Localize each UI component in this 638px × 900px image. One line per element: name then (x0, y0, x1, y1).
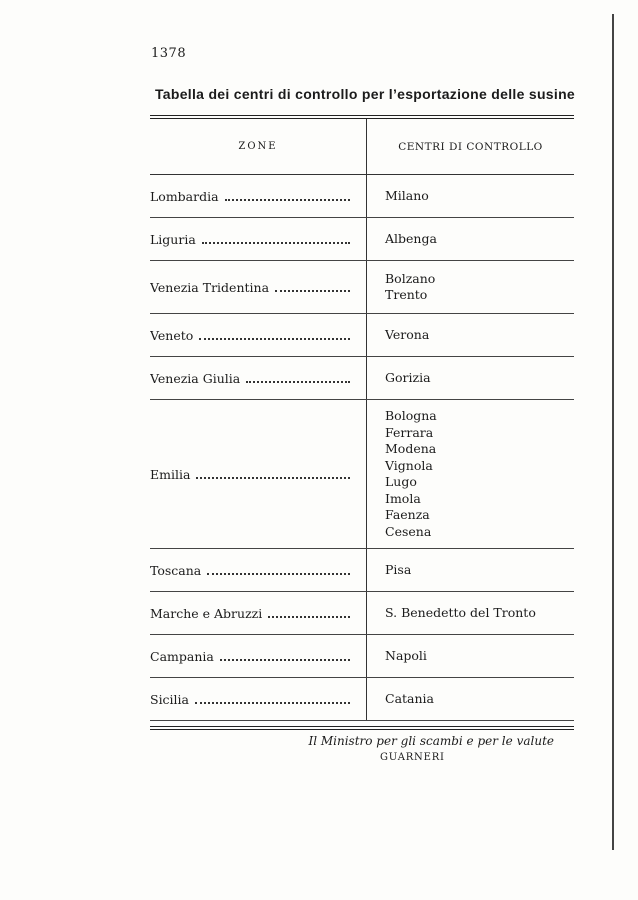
table-row (150, 175, 574, 218)
centers-cell (366, 357, 574, 399)
control-center: S. Benedetto del Tronto (385, 604, 536, 620)
zone-name: Venezia Tridentina (150, 279, 270, 295)
control-center: Bologna (385, 408, 437, 423)
dot-leader (220, 659, 350, 661)
table-row (150, 261, 574, 314)
control-center: Imola (385, 490, 421, 506)
zone-name: Emilia (150, 466, 191, 482)
zone-name: Marche e Abruzzi (150, 605, 263, 621)
control-center: Trento (385, 287, 428, 302)
centers-cell (366, 400, 574, 548)
table-row (150, 678, 574, 721)
centers-cell (366, 678, 574, 720)
dot-leader (275, 290, 350, 292)
zone-cell (150, 261, 358, 313)
zone-name: Venezia Giulia (150, 370, 241, 386)
zone-cell (150, 218, 358, 260)
zone-name: Veneto (150, 327, 194, 343)
control-center: Vignola (385, 457, 433, 473)
control-center: Gorizia (385, 369, 431, 385)
zone-name: Campania (150, 648, 214, 664)
centers-cell (366, 592, 574, 634)
page-title: Tabella dei centri di controllo per l’esportazione delle susine (154, 86, 576, 102)
dot-leader (202, 242, 350, 244)
page-edge-line (612, 14, 614, 850)
table-row (150, 357, 574, 400)
control-centers-table (150, 115, 574, 730)
centers-cell (366, 549, 574, 591)
control-center: Catania (385, 690, 434, 706)
control-center: Bolzano (385, 270, 436, 286)
control-center: Faenza (385, 507, 430, 522)
control-center: Albenga (385, 230, 437, 246)
table-row (150, 549, 574, 592)
dot-leader (207, 573, 350, 575)
zone-cell (150, 400, 358, 548)
centers-cell (366, 261, 574, 313)
zone-cell (150, 175, 358, 217)
signature-role: Il Ministro per gli scambi e per le valute (308, 734, 554, 748)
zone-cell (150, 549, 358, 591)
zone-name: Lombardia (150, 188, 219, 204)
dot-leader (195, 702, 350, 704)
table-body (150, 175, 574, 721)
control-center: Cesena (385, 523, 432, 539)
page-number: 1378 (151, 46, 187, 61)
table-header (150, 119, 574, 175)
control-center: Verona (385, 326, 430, 342)
control-center: Modena (385, 441, 437, 456)
header-centers: CENTRI DI CONTROLLO (366, 119, 574, 174)
dot-leader (225, 199, 350, 201)
table-bottom-rule (150, 726, 574, 730)
centers-cell (366, 175, 574, 217)
dot-leader (246, 381, 350, 383)
zone-name: Liguria (150, 231, 196, 247)
dot-leader (196, 477, 350, 479)
dot-leader (199, 338, 350, 340)
table-row (150, 635, 574, 678)
control-center: Napoli (385, 647, 427, 663)
table-row (150, 314, 574, 357)
table-row (150, 400, 574, 549)
signature-name: GUARNERI (380, 752, 445, 763)
table-row (150, 218, 574, 261)
zone-cell (150, 592, 358, 634)
zone-cell (150, 357, 358, 399)
zone-name: Sicilia (150, 691, 190, 707)
table-row (150, 592, 574, 635)
control-center: Lugo (385, 474, 417, 489)
dot-leader (268, 616, 350, 618)
control-center: Pisa (385, 561, 412, 577)
centers-cell (366, 218, 574, 260)
zone-cell (150, 314, 358, 356)
control-center: Milano (385, 187, 429, 203)
centers-cell (366, 314, 574, 356)
control-center: Ferrara (385, 424, 434, 440)
zone-cell (150, 635, 358, 677)
header-zone: ZONE (238, 141, 278, 152)
centers-cell (366, 635, 574, 677)
zone-cell (150, 678, 358, 720)
zone-name: Toscana (150, 562, 202, 578)
